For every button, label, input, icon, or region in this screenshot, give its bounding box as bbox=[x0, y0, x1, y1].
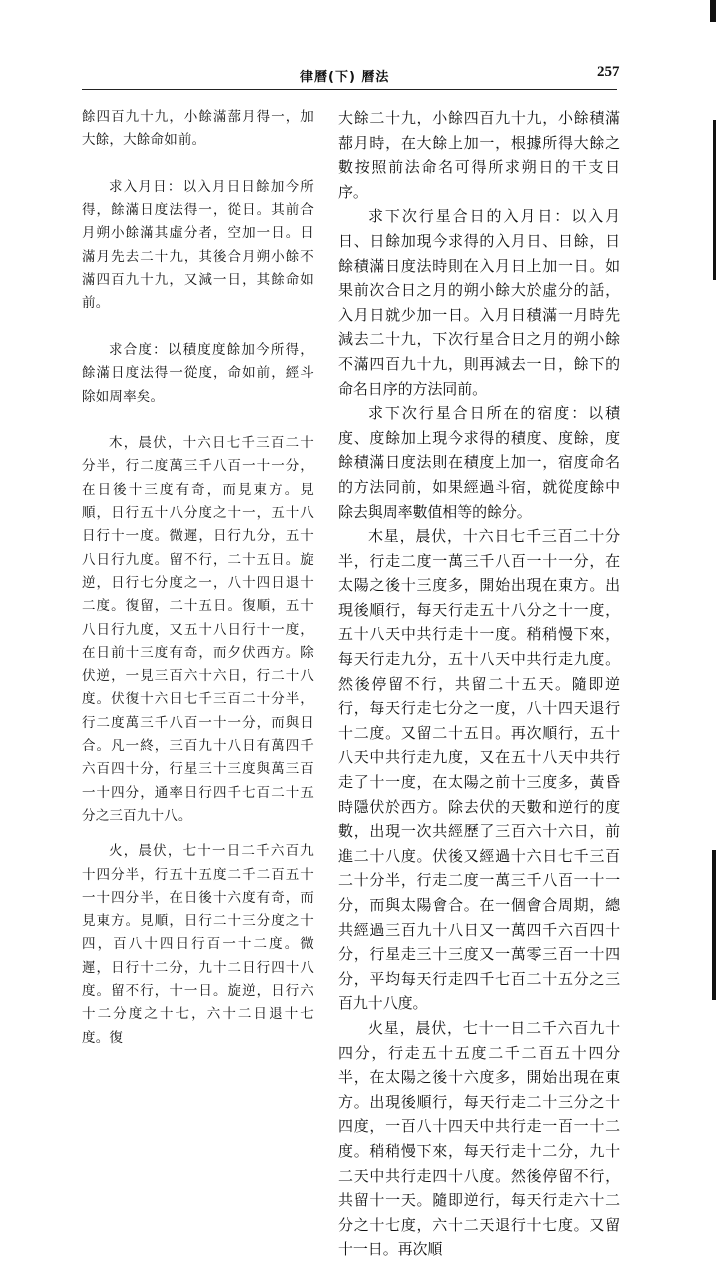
translation-paragraph-1: 大餘二十九，小餘四百九十九，小餘積滿蔀月時，在大餘上加一，根據所得大餘之數按照前法命名可得所求朔日的干支日序。 bbox=[338, 109, 620, 201]
translation-paragraph-2: 求下次行星合日的入月日：以入月日、日餘加現今求得的入月日、日餘，日餘積滿日度法時則在入月日上加一日。如果前次合日之月的朔小餘大於虛分的話，入月日就少加一日。入月日積滿一月時先減去二十九，下次行星合日之月的朔小餘不滿四百九十九，則再減去一日，餘下的命名日序的方法同前。 bbox=[338, 207, 620, 398]
original-paragraph-4: 木，晨伏，十六日七千三百二十分半，行二度萬三千八百一十一分，在日後十三度有奇，而見東方。見順，日行五十八分度之十一，五十八日行十一度。微遲，日行九分，五十八日行九度。留不行，二十五日。旋逆，日行七分度之一，八十四日退十二度。復留，二十五日。復順，五十八日行九度，又五十八日行十一度，在日前十三度有奇，而夕伏西方。除伏逆，一見三百六十六日，行二十八度。伏復十六日七千三百二十分半，行二度萬三千八百一十一分，而與日合。凡一終，三百九十八日有萬四千六百四十分，行星三十三度與萬三百一十四分，通率日行四千七百二十五分之三百九十八。 bbox=[82, 435, 314, 824]
original-paragraph-2: 求入月日：以入月日日餘加今所得，餘滿日度法得一，從日。其前合月朔小餘滿其虛分者，空加一日。日滿月先去二十九，其後合月朔小餘不滿四百九十九，又減一日，其餘命如前。 bbox=[82, 178, 314, 312]
scan-edge-top bbox=[710, 0, 716, 22]
running-header bbox=[0, 0, 716, 96]
scan-edge-bottom bbox=[712, 850, 716, 1000]
header-rule bbox=[82, 89, 617, 90]
original-paragraph-1: 餘四百九十九，小餘滿蔀月得一，加大餘，大餘命如前。 bbox=[82, 109, 314, 149]
translation-column bbox=[338, 106, 620, 1262]
page-number: 257 bbox=[597, 64, 620, 80]
translation-paragraph-4: 木星，晨伏，十六日七千三百二十分半，行走二度一萬三千八百一十一分，在太陽之後十三度多，開始出現在東方。出現後順行，每天行走五十八分之十一度，五十八天中共行走十一度。稍稍慢下來，每天行走九分，五十八天中共行走九度。然後停留不行，共留二十五天。隨即逆行，每天行走七分之一度，八十四天退行十二度。又留二十五日。再次順行，五十八天中共行走九度，又在五十八天中共行走了十一度，在太陽之前十三度多，黃昏時隱伏於西方。除去伏的天數和逆行的度數，出現一次共經歷了三百六十六日，前進二十八度。伏後又經過十六日七千三百二十分半，行走二度一萬三千八百一十一分，而與太陽會合。在一個會合周期，總共經過三百九十八日又一萬四千六百四十分，行星走三十三度又一萬零三百一十四分，平均每天行走四千七百二十五分之三百九十八度。 bbox=[338, 527, 620, 1013]
running-title: 律曆(下) 曆法 bbox=[300, 70, 390, 85]
translation-paragraph-5: 火星，晨伏，七十一日二千六百九十四分，行走五十五度二千二百五十四分半，在太陽之後十六度多，開始出現在東方。出現後順行，每天行走二十三分之十四度，一百八十四天中共行走一百一十二度。稍稍慢下來，每天行走十二分，九十二天中共行走四十八度。然後停留不行，共留十一天。隨即逆行，每天行走六十二分之十七度，六十二天退行十七度。又留十一日。再次順 bbox=[338, 1018, 620, 1259]
translation-paragraph-3: 求下次行星合日所在的宿度：以積度、度餘加上現今求得的積度、度餘，度餘積滿日度法則在積度上加一，宿度命名的方法同前，如果經過斗宿，就從度餘中除去與周率數值相等的餘分。 bbox=[338, 404, 620, 521]
original-text-column bbox=[82, 106, 314, 1050]
original-paragraph-3: 求合度：以積度度餘加今所得，餘滿日度法得一從度，命如前，經斗除如周率矣。 bbox=[82, 341, 314, 405]
original-paragraph-5: 火，晨伏，七十一日二千六百九十四分半，行五十五度二千二百五十一十四分半，在日後十六度有奇，而見東方。見順，日行二十三分度之十四，百八十四日行百一十二度。微遲，日行十二分，九十二日行四十八度。留不行，十一日。旋逆，日行六十二分度之十七，六十二日退十七度。復 bbox=[82, 843, 314, 1046]
